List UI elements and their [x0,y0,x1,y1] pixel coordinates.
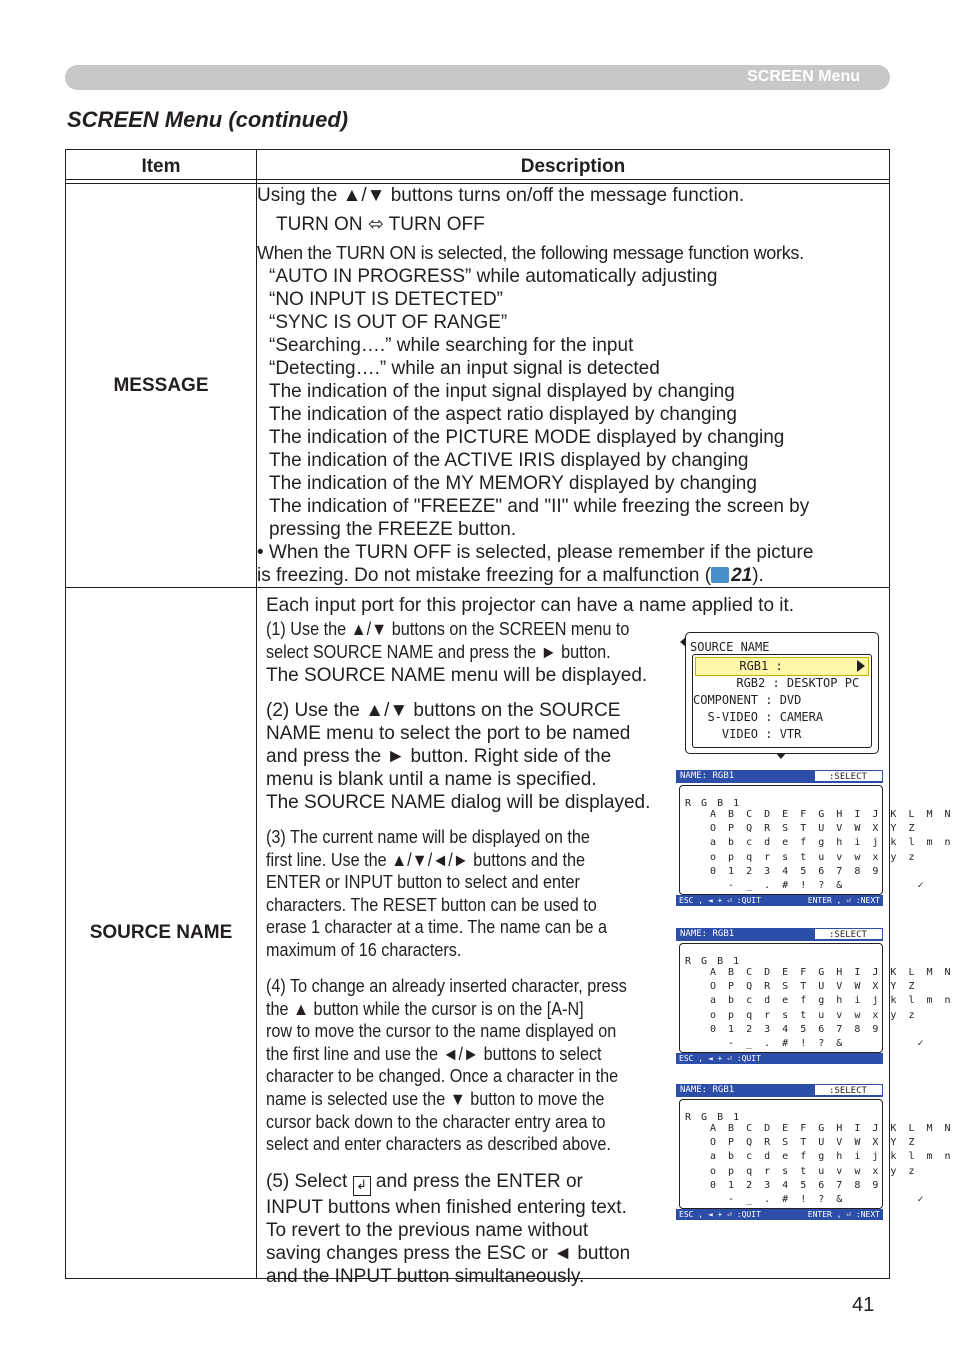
source-name-menu [685,632,879,754]
dialog-select-hint: :SELECT [814,928,883,940]
header-bar [65,65,890,90]
source-name-description [257,588,954,1287]
step-1 [266,618,631,663]
menu-item-rgb2[interactable]: RGB2 : DESKTOP PC [693,676,860,690]
left-arrow-icon [680,637,686,647]
menu-item-label: RGB1 : [696,659,783,673]
text-line: first line. Use the ▲/▼/◄/► buttons and the [266,849,585,870]
list-item: pressing the FREEZE button. [269,519,517,540]
dialog-name-label: NAME: RGB1 [680,929,735,939]
text-line: • When the TURN OFF is selected, please remember if the picture [257,542,814,563]
text-line: The SOURCE NAME dialog will be displayed. [266,792,651,813]
list-item: The indication of the input signal displayed by changing [269,381,735,402]
menu-item-video[interactable]: VIDEO : VTR [693,727,802,741]
list-item: The indication of the MY MEMORY displayed by changing [269,473,757,494]
step-5 [266,1170,671,1288]
step-3 [266,826,631,962]
right-arrow-icon [857,660,865,672]
text-span: ). [752,565,764,586]
list-item: “NO INPUT IS DETECTED” [269,289,503,310]
text-line: NAME menu to select the port to be named [266,723,631,744]
list-item: “Detecting….” while an input signal is detected [269,358,660,379]
page-title: SCREEN Menu (continued) [67,107,349,132]
name-dialog-2 [676,928,954,1064]
text-line: (4) To change an already inserted character, press [266,976,627,996]
text-line: ENTER or INPUT button to select and enter [266,872,580,893]
text-line: TURN ON ⬄ TURN OFF [276,214,485,235]
text-line: The SOURCE NAME menu will be displayed. [266,665,648,686]
dialog-select-hint: :SELECT [814,1084,883,1096]
text-span: and press the ENTER or [375,1171,583,1192]
dialog-name-label: NAME: RGB1 [680,1085,735,1095]
text-line: erase 1 character at a time. The name can be a [266,917,608,938]
dialog-quit-hint: ESC , ◄ + ⏎ :QUIT [679,1054,761,1063]
text-line: the first line and use the ◄/► buttons to select [266,1043,602,1064]
text-span: is freezing. Do not mistake freezing for a malfunction ( [257,565,712,586]
list-item: “AUTO IN PROGRESS” while automatically adjusting [269,266,718,287]
text-line: characters. The RESET button can be used to [266,894,597,915]
step-4 [266,975,680,1156]
text-line: To revert to the previous name without [266,1220,589,1241]
dialog-name-field[interactable]: R G B 1 [685,798,742,809]
step-5-lines [266,1196,671,1288]
menu-table [65,149,954,1287]
text-line: row to move the cursor to the name displayed on [266,1021,617,1042]
text-line: (1) Use the ▲/▼ buttons on the SCREEN menu to [266,619,630,639]
text-line: and press the ► button. Right side of the [266,746,612,767]
text-line: (2) Use the ▲/▼ buttons on the SOURCE [266,700,621,721]
list-item: The indication of "FREEZE" and "II" while freezing the screen by [269,496,810,517]
text-line: the ▲ button while the cursor is on the [A-N] [266,998,584,1019]
text-line: maximum of 16 characters. [266,939,462,960]
table-header-row [66,150,890,184]
menu-list [692,654,872,748]
dialog-quit-hint: ESC , ◄ + ⏎ :QUIT [679,896,761,905]
list-item: The indication of the aspect ratio displayed by changing [269,404,737,425]
text-line: Each input port for this projector can have a name applied to it. [266,595,795,616]
menu-item-s-video[interactable]: S-VIDEO : CAMERA [693,710,824,724]
text-line: and the INPUT button simultaneously. [266,1266,585,1287]
text-line: saving changes press the ESC or ◄ button [266,1243,631,1264]
col-desc-header: Description [257,150,890,184]
list-item: “SYNC IS OUT OF RANGE” [269,312,508,333]
col-item-header: Item [66,150,257,184]
text-line: INPUT buttons when finished entering text. [266,1197,627,1218]
menu-item-component[interactable]: COMPONENT : DVD [693,693,802,707]
name-dialog-3 [676,1084,954,1220]
step-2 [266,699,671,814]
text-span: (5) Select [266,1171,348,1192]
page-number: 41 [852,1294,875,1316]
dialog-name-label: NAME: RGB1 [680,771,735,781]
down-arrow-icon [776,753,786,759]
char-grid[interactable]: A B C D E F G H I J K L M N O P Q R S T U V W X Y Z a b c d e f g h i j k l m n o p q r s t u v w x y z 0 1 2 3 4 5 6 7 8 9 - _ . # ! ? & ✓ [710,1123,954,1206]
text-line [257,564,889,587]
text-line: menu is blank until a name is specified. [266,769,597,790]
book-icon [711,567,729,583]
table-row [66,588,890,1279]
list-item: The indication of the PICTURE MODE displayed by changing [269,427,785,448]
text-line: select SOURCE NAME and press the ► button. [266,641,611,662]
dialog-select-hint: :SELECT [814,770,883,782]
list-item: “Searching….” while searching for the input [269,335,634,356]
name-dialog-1 [676,770,954,906]
dialog-name-field[interactable]: R G B 1 [685,956,742,967]
dialog-name-field[interactable]: R G B 1 [685,1112,742,1123]
section-label: SCREEN Menu [747,68,860,85]
text-line: When the TURN ON is selected, the following message function works. [257,243,804,263]
item-message: MESSAGE [66,184,257,588]
text-line: character to be changed. Once a character in the [266,1066,619,1087]
dialog-next-hint: ENTER , ⏎ :NEXT [807,1210,880,1219]
table-row [66,184,890,588]
text-line: cursor back down to the character entry area to [266,1111,606,1132]
menu-title: SOURCE NAME [690,640,770,654]
item-source-name: SOURCE NAME [66,588,257,1279]
menu-item-rgb1[interactable] [695,657,869,676]
dialog-quit-hint: ESC , ◄ + ⏎ :QUIT [679,1210,761,1219]
text-line [266,1170,671,1196]
message-description [257,184,890,588]
enter-icon: ↲ [353,1176,371,1196]
message-list [257,265,889,541]
text-line: (3) The current name will be displayed on the [266,827,590,847]
char-grid[interactable]: A B C D E F G H I J K L M N O P Q R S T U V W X Y Z a b c d e f g h i j k l m n o p q r s t u v w x y z 0 1 2 3 4 5 6 7 8 9 - _ . # ! ? & ✓ [710,967,954,1050]
char-grid[interactable]: A B C D E F G H I J K L M N O P Q R S T U V W X Y Z a b c d e f g h i j k l m n o p q r s t u v w x y z 0 1 2 3 4 5 6 7 8 9 - _ . # ! ? & ✓ [710,809,954,892]
text-line: select and enter characters as described above. [266,1134,611,1155]
page-ref[interactable]: 21 [731,565,753,586]
text-line: name is selected use the ▼ button to move the [266,1088,605,1109]
dialog-next-hint: ENTER , ⏎ :NEXT [807,896,880,905]
list-item: The indication of the ACTIVE IRIS displayed by changing [269,450,749,471]
text-line: Using the ▲/▼ buttons turns on/off the message function. [257,185,745,206]
